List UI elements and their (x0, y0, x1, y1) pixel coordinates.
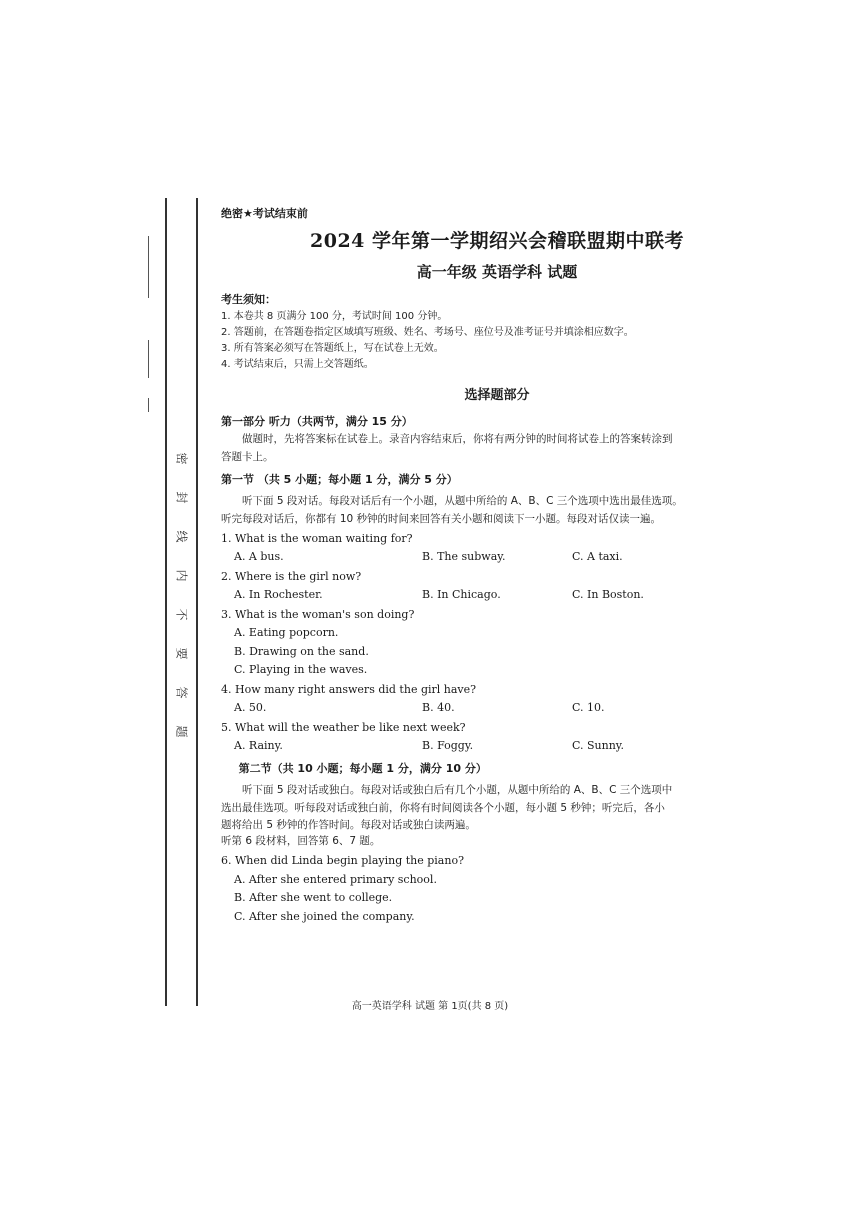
seal-char: 不 (174, 608, 189, 621)
option-b: B. After she went to college. (234, 891, 393, 904)
confidential-label: 绝密★考试结束前 (221, 207, 308, 220)
option-c: C. 10. (572, 701, 605, 714)
option-b: B. Drawing on the sand. (234, 644, 369, 658)
binding-line-inner (196, 198, 198, 1006)
binding-line-outer (165, 198, 167, 1006)
section1-instruction-cont: 听完每段对话后，你都有 10 秒钟的时间来回答有关小题和阅读下一小题。每段对话仅读一遍。 (221, 512, 662, 525)
option-a: A. Eating popcorn. (234, 626, 339, 639)
option-a: A. After she entered primary school. (234, 872, 437, 886)
question-text: 6. When did Linda begin playing the piano? (221, 854, 464, 867)
question-text: 3. What is the woman's son doing? (221, 607, 415, 621)
seal-line-notice (172, 450, 192, 740)
option-a: A. Rainy. (234, 739, 283, 752)
section1-heading: 第一节 （共 5 小题；每小题 1 分，满分 5 分） (221, 472, 458, 486)
option-c: C. Playing in the waves. (234, 663, 368, 676)
notice-item: 4. 考试结束后，只需上交答题纸。 (221, 359, 374, 370)
question-text: 1. What is the woman waiting for? (221, 531, 413, 545)
question-options (221, 587, 773, 604)
seal-char: 封 (174, 491, 189, 504)
option-b: B. 40. (422, 701, 455, 714)
question-text: 2. Where is the girl now? (221, 569, 362, 583)
option-c: C. After she joined the company. (234, 909, 415, 923)
material-note: 听第 6 段材料，回答第 6、7 题。 (221, 835, 381, 848)
option-a: A. 50. (234, 701, 267, 714)
option-c: C. A taxi. (572, 550, 623, 563)
question-options (221, 549, 773, 566)
part-heading: 第一部分 听力（共两节，满分 15 分） (221, 414, 413, 428)
part-instruction: 做题时，先将答案标在试卷上。录音内容结束后，你将有两分钟的时间将试卷上的答案转涂到 (242, 433, 673, 445)
option-b: B. The subway. (422, 550, 506, 563)
exam-subtitle: 高一年级 英语学科 试题 (416, 263, 578, 281)
question-text: 5. What will the weather be like next week? (221, 720, 466, 734)
option-c: C. In Boston. (572, 588, 644, 601)
seal-char: 内 (174, 569, 189, 582)
part-instruction-cont: 答题卡上。 (221, 450, 274, 463)
seal-char: 密 (174, 452, 189, 465)
section2-instruction: 听下面 5 段对话或独白。每段对话或独白后有几个小题，从题中所给的 A、B、C 三个选项中 (242, 784, 673, 796)
page-footer: 高一英语学科 试题 第 1页(共 8 页) (351, 1001, 509, 1012)
section1-instruction: 听下面 5 段对话。每段对话后有一个小题，从题中所给的 A、B、C 三个选项中选出最佳选项。 (242, 495, 683, 507)
exam-page-content (221, 206, 773, 927)
exam-title: 2024 学年第一学期绍兴会稽联盟期中联考 (310, 229, 684, 252)
seal-char: 答 (174, 686, 189, 699)
option-b: B. In Chicago. (422, 588, 501, 601)
option-a: A. A bus. (234, 550, 284, 563)
section2-instruction-cont: 选出最佳选项。听每段对话或独白前，你将有时间阅读各个小题，每小题 5 秒钟；听完后，各小 (221, 801, 665, 814)
seal-char: 题 (174, 725, 189, 738)
seal-char: 要 (174, 647, 189, 660)
notice-item: 3. 所有答案必须写在答题纸上，写在试卷上无效。 (221, 343, 444, 354)
question-options (221, 738, 773, 755)
question-options (221, 700, 773, 717)
notice-item: 1. 本卷共 8 页满分 100 分，考试时间 100 分钟。 (221, 311, 448, 322)
blank-fill-line (148, 236, 149, 298)
notice-heading: 考生须知： (221, 292, 276, 306)
section2-instruction-cont: 题将给出 5 秒钟的作答时间。每段对话或独白读两遍。 (221, 818, 476, 831)
option-b: B. Foggy. (422, 739, 474, 752)
question-text: 4. How many right answers did the girl have? (221, 682, 477, 696)
option-c: C. Sunny. (572, 739, 625, 752)
seal-char: 线 (174, 530, 189, 543)
section2-heading: 第二节（共 10 小题；每小题 1 分，满分 10 分） (238, 761, 487, 775)
notice-item: 2. 答题前，在答题卷指定区域填写班级、姓名、考场号、座位号及准考证号并填涂相应数字。 (221, 327, 634, 338)
blank-fill-line (148, 398, 149, 412)
section-heading: 选择题部分 (464, 388, 530, 403)
option-a: A. In Rochester. (234, 588, 323, 601)
blank-fill-line (148, 340, 149, 378)
